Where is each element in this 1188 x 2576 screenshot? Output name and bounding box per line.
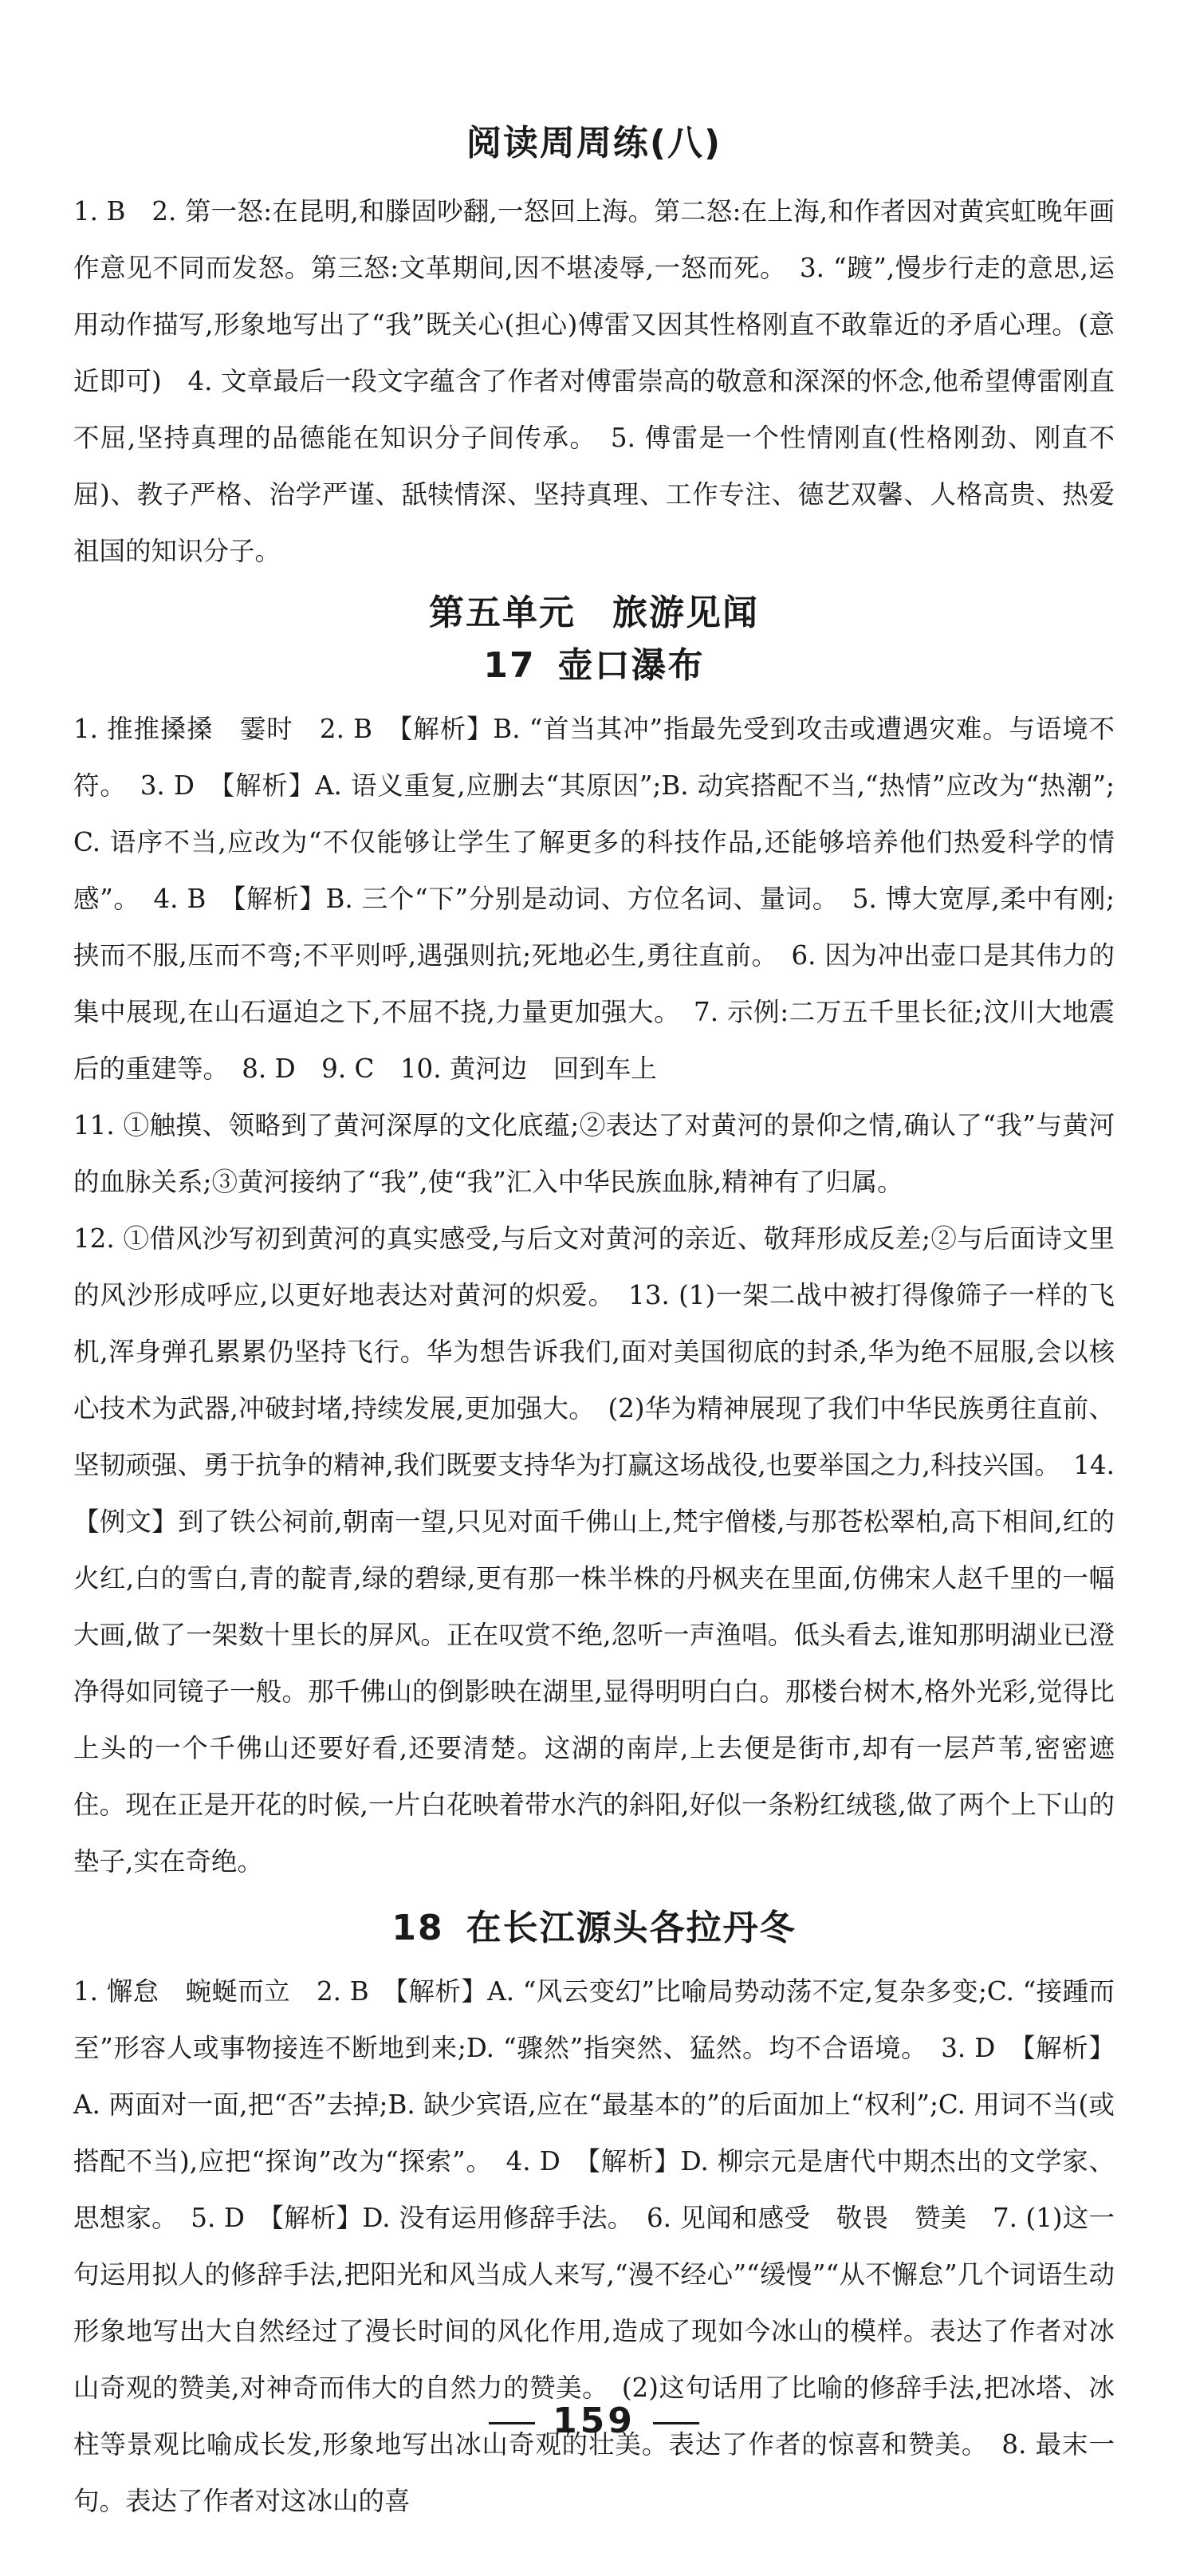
section-title: 阅读周周练(八) (466, 123, 722, 163)
lesson-18-title: 在长江源头各拉丹冬 (466, 1908, 797, 1948)
lesson-17-title: 壶口瀑布 (557, 645, 705, 686)
page-number-right-dash (653, 2422, 699, 2424)
lesson-17-answers-part1: 1. 推推搡搡 霎时 2. B 【解析】B. “首当其冲”指最先受到攻击或遭遇灾难。与语境不符。 3. D 【解析】A. 语义重复,应删去“其原因”;B. 动宾搭配不当,“热情”应改为“热潮”;C. 语序不当,应改为“不仅能够让学生了解更多的科技作品,还能够培养他们热爱科学的情感”。 4. B 【解析】B. 三个“下”分别是动词、方位名词、量词。 5. 博大宽厚,柔中有刚;挟而不服,压而不弯;不平则呼,遇强则抗;死地必生,勇往直前。 6. 因为冲出壶口是其伟力的集中展现,在山石逼迫之下,不屈不挠,力量更加强大。 7. 示例:二万五千里长征;汶川大地震后的重建等。 8. D 9. C 10. 黄河边 回到车上 (73, 714, 1115, 1084)
lesson-18-heading (73, 1904, 1115, 1952)
lesson-18-number: 18 (391, 1908, 444, 1948)
lesson-17-heading (73, 642, 1115, 690)
unit-title: 第五单元 旅游见闻 (429, 593, 759, 633)
reading-answers: 1. B 2. 第一怒:在昆明,和滕固吵翻,一怒回上海。第二怒:在上海,和作者因对黄宾虹晚年画作意见不同而发怒。第三怒:文革期间,因不堪凌辱,一怒而死。 3. “踱”,慢步行走的意思,运用动作描写,形象地写出了“我”既关心(担心)傅雷又因其性格刚直不敢靠近的矛盾心理。(意近即可) 4. 文章最后一段文字蕴含了作者对傅雷崇高的敬意和深深的怀念,他希望傅雷刚直不屈,坚持真理的品德能在知识分子间传承。 5. 傅雷是一个性情刚直(性格刚劲、刚直不屈)、教子严格、治学严谨、舐犊情深、坚持真理、工作专注、德艺双馨、人格高贵、热爱祖国的知识分子。 (73, 196, 1115, 566)
lesson-18-answers: 1. 懈怠 蜿蜒而立 2. B 【解析】A. “风云变幻”比喻局势动荡不定,复杂多变;C. “接踵而至”形容人或事物接连不断地到来;D. “骤然”指突然、猛然。均不合语境。 3. D 【解析】A. 两面对一面,把“否”去掉;B. 缺少宾语,应在“最基本的”的后面加上“权利”;C. 用词不当(或搭配不当),应把“探询”改为“探索”。 4. D 【解析】D. 柳宗元是唐代中期杰出的文学家、思想家。 5. D 【解析】D. 没有运用修辞手法。 6. 见闻和感受 敬畏 赞美 7. (1)这一句运用拟人的修辞手法,把阳光和风当成人来写,“漫不经心”“缓慢”“从不懈怠”几个词语生动形象地写出大自然经过了漫长时间的风化作用,造成了现如今冰山的模样。表达了作者对冰山奇观的赞美,对神奇而伟大的自然力的赞美。 (2)这句话用了比喻的修辞手法,把冰塔、冰柱等景观比喻成长发,形象地写出冰山奇观的壮美。表达了作者的惊喜和赞美。 8. 最末一句。表达了作者对这冰山的喜 (73, 1976, 1115, 2516)
page-number-text: 159 (553, 2401, 635, 2441)
page-number (0, 2401, 1188, 2441)
page-number-left-dash (489, 2422, 535, 2424)
lesson-17-number: 17 (483, 645, 536, 686)
lesson-17-answers-part2: 11. ①触摸、领略到了黄河深厚的文化底蕴;②表达了对黄河的景仰之情,确认了“我”与黄河的血脉关系;③黄河接纳了“我”,使“我”汇入中华民族血脉,精神有了归属。 (73, 1110, 1115, 1197)
lesson-17-answers-part3: 12. ①借风沙写初到黄河的真实感受,与后文对黄河的亲近、敬拜形成反差;②与后面诗文里的风沙形成呼应,以更好地表达对黄河的炽爱。 13. (1)一架二战中被打得像筛子一样的飞机,浑身弹孔累累仍坚持飞行。华为想告诉我们,面对美国彻底的封杀,华为绝不屈服,会以核心技术为武器,冲破封堵,持续发展,更加强大。 (2)华为精神展现了我们中华民族勇往直前、坚韧顽强、勇于抗争的精神,我们既要支持华为打赢这场战役,也要举国之力,科技兴国。 14.【例文】到了铁公祠前,朝南一望,只见对面千佛山上,梵宇僧楼,与那苍松翠柏,高下相间,红的火红,白的雪白,青的靛青,绿的碧绿,更有那一株半株的丹枫夹在里面,仿佛宋人赵千里的一幅大画,做了一架数十里长的屏风。正在叹赏不绝,忽听一声渔唱。低头看去,谁知那明湖业已澄净得如同镜子一般。那千佛山的倒影映在湖里,显得明明白白。那楼台树木,格外光彩,觉得比上头的一个千佛山还要好看,还要清楚。这湖的南岸,上去便是街市,却有一层芦苇,密密遮住。现在正是开花的时候,一片白花映着带水汽的斜阳,好似一条粉红绒毯,做了两个上下山的垫子,实在奇绝。 (73, 1223, 1115, 1877)
